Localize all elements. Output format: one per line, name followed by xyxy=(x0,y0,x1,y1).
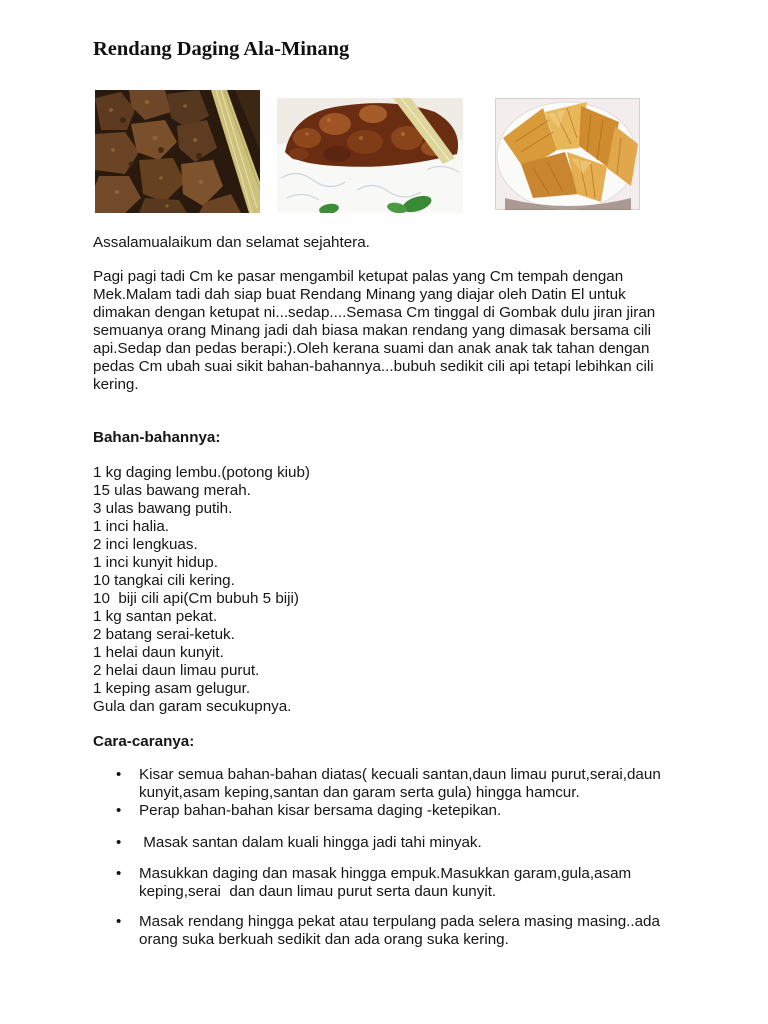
ingredient-item: 2 batang serai-ketuk. xyxy=(93,626,235,643)
method-step-line: • Masak santan dalam kuali hingga jadi tahi minyak. xyxy=(139,834,482,851)
ingredient-item: 1 inci halia. xyxy=(93,518,169,535)
method-step xyxy=(139,913,660,949)
ingredients-heading: Bahan-bahannya: xyxy=(93,429,221,446)
method-step-line: • Kisar semua bahan-bahan diatas( kecuali santan,daun limau purut,serai,daun xyxy=(139,766,661,783)
method-step-line: orang suka berkuah sedikit dan ada orang suka kering. xyxy=(139,931,509,948)
method-step xyxy=(139,865,631,901)
ingredient-item: 1 helai daun kunyit. xyxy=(93,644,224,661)
ingredient-item: 1 kg daging lembu.(potong kiub) xyxy=(93,464,310,481)
intro-paragraph xyxy=(93,268,655,394)
intro-line: pedas Cm ubah suai sikit bahan-bahannya...bubuh sedikit cili api tetapi lebihkan cili xyxy=(93,358,654,375)
ingredient-item: 3 ulas bawang putih. xyxy=(93,500,233,517)
page-title: Rendang Daging Ala-Minang xyxy=(93,38,350,60)
ingredients-list xyxy=(93,464,310,716)
intro-line: semuanya orang Minang jadi dah biasa makan rendang yang dimasak bersama cili xyxy=(93,322,652,339)
ingredient-item: 10 biji cili api(Cm bubuh 5 biji) xyxy=(93,590,299,607)
intro-line: kering. xyxy=(93,376,139,393)
method-step xyxy=(139,766,661,802)
intro-line: Pagi pagi tadi Cm ke pasar mengambil ketupat palas yang Cm tempah dengan xyxy=(93,268,624,285)
method-step-line: keping,serai dan daun limau purut serta daun kunyit. xyxy=(139,883,497,900)
method-heading: Cara-caranya: xyxy=(93,733,195,750)
ingredient-item: Gula dan garam secukupnya. xyxy=(93,698,292,715)
method-step-line: • Perap bahan-bahan kisar bersama daging -ketepikan. xyxy=(139,802,502,819)
rendang-bowl-photo xyxy=(277,98,463,213)
method-step-line: • Masak rendang hingga pekat atau terpulang pada selera masing masing..ada xyxy=(139,913,660,930)
ketupat-palas-photo xyxy=(495,98,640,210)
ingredient-item: 10 tangkai cili kering. xyxy=(93,572,235,589)
rendang-closeup-photo xyxy=(95,90,260,213)
ingredient-item: 1 inci kunyit hidup. xyxy=(93,554,218,571)
ingredient-item: 1 kg santan pekat. xyxy=(93,608,218,625)
ingredient-item: 1 keping asam gelugur. xyxy=(93,680,251,697)
method-step xyxy=(139,834,482,852)
ingredient-item: 15 ulas bawang merah. xyxy=(93,482,251,499)
ingredient-item: 2 helai daun limau purut. xyxy=(93,662,260,679)
method-step-line: kunyit,asam keping,santan dan garam serta gula) hingga hamcur. xyxy=(139,784,580,801)
ingredient-item: 2 inci lengkuas. xyxy=(93,536,198,553)
method-step-line: • Masukkan daging dan masak hingga empuk.Masukkan garam,gula,asam xyxy=(139,865,632,882)
intro-line: Mek.Malam tadi dah siap buat Rendang Minang yang diajar oleh Datin El untuk xyxy=(93,286,626,303)
intro-line: api.Sedap dan pedas berapi:).Oleh kerana suami dan anak anak tak tahan dengan xyxy=(93,340,650,357)
method-step xyxy=(139,802,501,820)
greeting-text: Assalamualaikum dan selamat sejahtera. xyxy=(93,234,370,251)
intro-line: dimakan dengan ketupat ni...sedap....Semasa Cm tinggal di Gombak dulu jiran jiran xyxy=(93,304,656,321)
